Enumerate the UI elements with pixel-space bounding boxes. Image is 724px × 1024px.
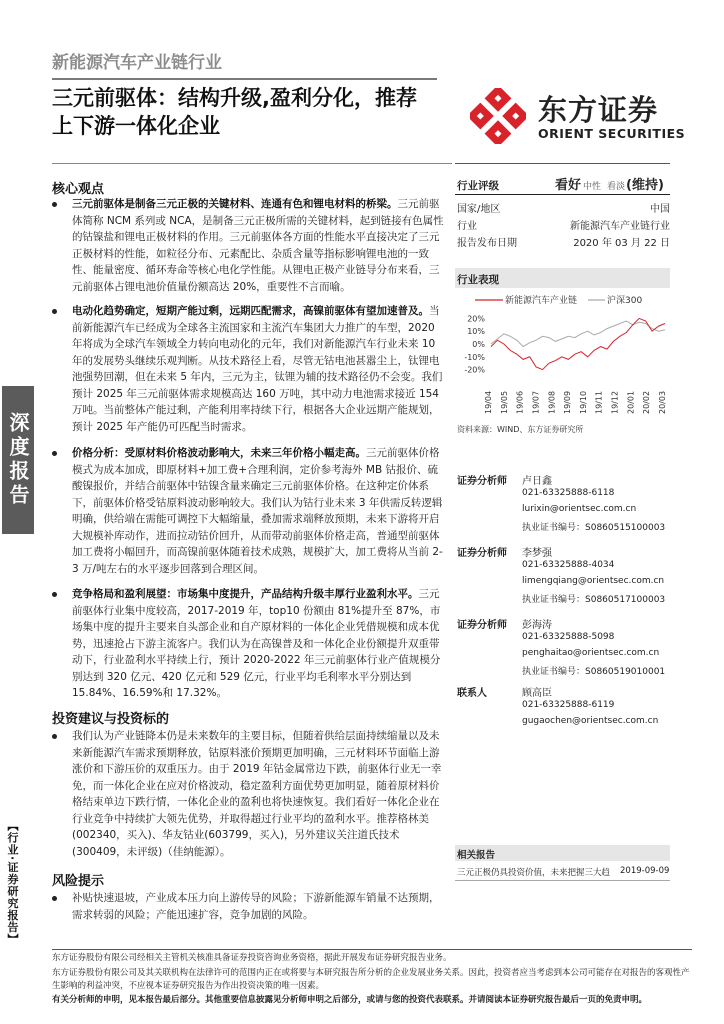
performance-chart <box>455 290 670 420</box>
analyst-cert: 执业证书编号：S0860519010001 <box>522 667 666 677</box>
core-bullet-2 <box>52 303 446 435</box>
y-tick-label: -10% <box>464 352 485 362</box>
invest-bullet <box>52 728 446 860</box>
bullet-2-bold: 电动化趋势确定，短期产能过剩，远期匹配需求，高镍前驱体有望加速普及。 <box>72 305 429 317</box>
bullet-4-text: 三元前驱体行业集中度较高，2017-2019 年，top10 份额由 81%提升至 87%，市场集中度的提升主要来自头部企业和自产原材料的一体化企业凭借规模和成本优势，迅速抢占下游主流客户。我们认为在高镍普及和一体化企业份额提升双重带动下，行业盈利水平持续上行，预计 2020-2022 年三元前驱体行业产值规模分别达到 320 亿元、420 亿元和 529 亿元，行业平均毛利率水平分别达到 15.84%、16.59%和 17.32%。 <box>72 588 441 699</box>
y-tick-label: -20% <box>464 365 485 375</box>
analyst-role: 证券分析师 <box>457 548 507 559</box>
legend-index: 沪深300 <box>607 296 643 306</box>
x-tick-label: 19/12 <box>610 390 620 414</box>
bullet-dot <box>52 202 57 207</box>
title-line-1: 三元前驱体：结构升级,盈利分化，推荐 <box>52 86 417 110</box>
analyst-tel: 021-63325888-4034 <box>522 560 615 570</box>
bullet-dot <box>52 734 57 739</box>
analyst-email[interactable]: limengqiang@orientsec.com.cn <box>522 576 665 586</box>
y-tick-label: 20% <box>467 314 485 324</box>
x-tick-label: 20/03 <box>658 390 667 414</box>
performance-source: 资料来源：WIND、东方证券研究所 <box>457 425 584 434</box>
contact-email: gugaochen@orientsec.com.cn <box>522 716 659 726</box>
related-rule <box>455 880 670 881</box>
core-bullet-3 <box>52 445 446 577</box>
core-bullet-4 <box>52 586 446 702</box>
bullet-2-text: 当前新能源汽车已经成为全球各主流国家和主流汽车集团大力推广的车型，2020 年将成为全球汽车领域全力转向电动化的元年，我们对新能源汽车行业未来 10 年的发展势头继续乐观判断。从技术路径上看，尽管无钴电池甚嚣尘上，钛锂电池强势回潮，但在未来 5 年内，三元为主，钛锂为辅的技术路径仍不会变。我们预计 2025 年三元前驱体需求规模高达 160 万吨，其中动力电池需求接近 154 万吨。当前整体产能过剩，产能利用率持续下行，根据各大企业远期产能规划，预计 2025 年产能仍可匹配当时需求。 <box>72 305 443 433</box>
series-line <box>491 321 665 347</box>
analyst-tel: 021-63325888-5098 <box>522 632 615 642</box>
analyst-email[interactable]: penghaitao@orientsec.com.cn <box>522 648 660 658</box>
x-tick-label: 20/01 <box>626 390 636 414</box>
info-val-2: 新能源汽车产业链行业 <box>570 221 670 232</box>
bullet-3-text: 三元前驱体价格模式为成本加成，即原材料+加工费+合理利润，定价参考海外 MB 钴报价、硫酸镍报价，并结合前驱体中钴镍含量来确定三元前驱体价格。在这种定价体系下，前驱体价格受钴原料波动影响较大。我们认为钴行业未来 3 年供需反转逻辑明确，供给端在需能可调控下大幅缩量，叠加需求端释放预期，未来下游将开启大规模补库动作，进而拉动钴价回升，从而带动前驱体价格走高，普通型前驱体加工费将小幅回升，而高镍前驱体随着技术成熟，规模扩大，加工费将从当前 2-3 万/吨左右的水平逐步回落到合理区间。 <box>72 447 443 575</box>
series-line <box>491 318 665 369</box>
bullet-dot <box>52 309 57 314</box>
title-line-2: 上下游一体化企业 <box>52 114 220 138</box>
bullet-3-bold: 价格分析：受原材料价格波动影响大，未来三年价格小幅走高。 <box>72 447 366 459</box>
related-title[interactable]: 三元正极仍具投资价值，未来把握三大趋 <box>457 868 611 878</box>
analyst-tel: 021-63325888-6118 <box>522 488 615 498</box>
bullet-1-bold: 三元前驱体是制备三元正极的关键材料、连通有色和锂电材料的桥梁。 <box>72 198 398 210</box>
x-tick-label: 20/02 <box>642 390 652 414</box>
rating-negative: 看淡 <box>607 182 626 192</box>
footer-rule <box>52 949 692 950</box>
rating-rule <box>455 194 670 195</box>
y-tick-label: 10% <box>467 327 485 337</box>
related-date: 2019-09-09 <box>620 866 670 876</box>
analyst-email[interactable]: lurixin@orientsec.com.cn <box>522 504 637 514</box>
rating-maintain: (维持) <box>626 178 664 193</box>
x-tick-label: 19/04 <box>484 390 493 414</box>
legend-industry: 新能源汽车产业链 <box>505 296 578 306</box>
core-heading: 核心观点 <box>52 182 105 197</box>
bullet-dot <box>52 896 57 901</box>
footer-line-1: 东方证券股份有限公司经相关主管机关核准具备证券投资咨询业务资格，据此开展发布证券研究报告业务。 <box>52 953 452 963</box>
info-key-2: 行业 <box>457 221 477 232</box>
invest-text: 我们认为产业链降本仍是未来数年的主要目标，但随着供给层面持续缩量以及未来新能源汽车需求预期释放，钴原料涨价预期更加明确，三元材料环节面临上游涨价和下游压价的双重压力。由于 2019 年钴金属常边下跌，前驱体行业无一幸免，而一体化企业在应对价格波动，稳定盈利方面优势更加明显，随着原材料价格结束单边下跌行情，一体化企业的盈利也将快速恢复。我们看好一体化企业在行业竞争中持续扩大领先优势，并取得超过行业平均的盈利水平。推荐格林美(002340，买入)、华友钴业(603799，买入)，另外建议关注道氏技术(300409，未评级)（佳纳能源）。 <box>72 730 442 858</box>
header-rule <box>52 78 437 80</box>
analyst-name: 李梦强 <box>522 548 552 559</box>
x-tick-label: 19/07 <box>531 390 541 414</box>
bullet-4-bold: 竞争格局和盈利展望：市场集中度提升，产品结构升级丰厚行业盈利水平。 <box>72 588 419 600</box>
analyst-cert: 执业证书编号：S0860515100003 <box>522 523 666 533</box>
x-tick-label: 19/06 <box>515 390 525 414</box>
info-val-3: 2020 年 03 月 22 日 <box>573 238 670 249</box>
core-top-rule <box>52 163 452 164</box>
x-axis-ticks <box>484 391 667 414</box>
x-tick-label: 19/10 <box>578 390 588 414</box>
analyst-role: 证券分析师 <box>457 476 507 487</box>
side-report-type: 【行业·证券研究报告】 <box>6 820 19 946</box>
analyst-cert: 执业证书编号：S0860517100003 <box>522 595 666 605</box>
deep-report-label: 深度报告 <box>2 386 34 534</box>
x-tick-label: 19/08 <box>547 390 557 414</box>
core-bullet-1 <box>52 196 446 295</box>
analyst-role: 证券分析师 <box>457 620 507 631</box>
x-tick-label: 19/11 <box>594 390 604 414</box>
contact-tel: 021-63325888-6119 <box>522 700 615 710</box>
x-tick-label: 19/09 <box>563 390 573 414</box>
chart-series <box>491 318 665 369</box>
report-category: 新能源汽车产业链行业 <box>52 53 222 73</box>
risk-text: 补贴快速退坡，产业成本压力向上游传导的风险；下游新能源车销量不达预期，需求转弱的风险；产能迅速扩容，竞争加剧的风险。 <box>72 892 440 921</box>
y-tick-label: 0% <box>472 340 485 349</box>
rating-neutral: 中性 <box>583 182 602 192</box>
contact-name: 顾高臣 <box>522 688 552 699</box>
bullet-dot <box>52 451 57 456</box>
orient-logo-icon <box>470 88 526 144</box>
report-title <box>52 84 452 140</box>
bullet-1-text: 三元前驱体简称 NCM 系列或 NCA，是制备三元正极所需的关键材料，起到链接有色属性的钴镍盐和锂电正极材料的作用。三元前驱体各方面的性能水平直接决定了三元正极材料的性能，如粒径分布、元素配比、杂质含量等指标影响锂电池的一致性、能量密度、循环寿命等核心电化学性能。从锂电正极产业链导分布来看，三元前驱体占锂电池价值量份额高达 20%，重要性不言而喻。 <box>72 198 444 293</box>
rating-value: 看好 <box>555 178 582 193</box>
footer-line-3: 有关分析师的申明，见本报告最后部分。其他重要信息披露见分析师申明之后部分，或请与您的投资代表联系。并请阅读本证券研究报告最后一页的免责申明。 <box>52 995 648 1005</box>
contact-role: 联系人 <box>457 688 487 699</box>
related-heading: 相关报告 <box>457 850 496 861</box>
x-tick-label: 19/05 <box>499 390 509 414</box>
rating-label: 行业评级 <box>457 180 499 192</box>
analyst-name: 卢日鑫 <box>522 476 552 487</box>
risk-heading: 风险提示 <box>52 874 105 889</box>
logo-english: ORIENT SECURITIES <box>538 126 686 141</box>
invest-heading: 投资建议与投资标的 <box>52 712 170 727</box>
info-key-3: 报告发布日期 <box>457 238 517 249</box>
analyst-name: 彭海涛 <box>522 620 552 631</box>
footer-line-2: 东方证券股份有限公司及其关联机构在法律许可的范围内正在或将要与本研究报告所分析的企业发展业务关系。因此，投资者应当考虑到本公司可能存在对报告的客观性产生影响的利益冲突，不应视本证券研究报告为作出投资决策的唯一因素。 <box>52 968 690 991</box>
logo-chinese: 东方证券 <box>538 93 659 127</box>
info-key-1: 国家/地区 <box>457 204 501 215</box>
bullet-dot <box>52 592 57 597</box>
rating-top-rule <box>455 163 670 164</box>
performance-heading: 行业表现 <box>457 274 499 286</box>
info-val-1: 中国 <box>650 204 670 215</box>
risk-bullet <box>52 890 446 923</box>
y-axis-ticks <box>464 314 485 374</box>
